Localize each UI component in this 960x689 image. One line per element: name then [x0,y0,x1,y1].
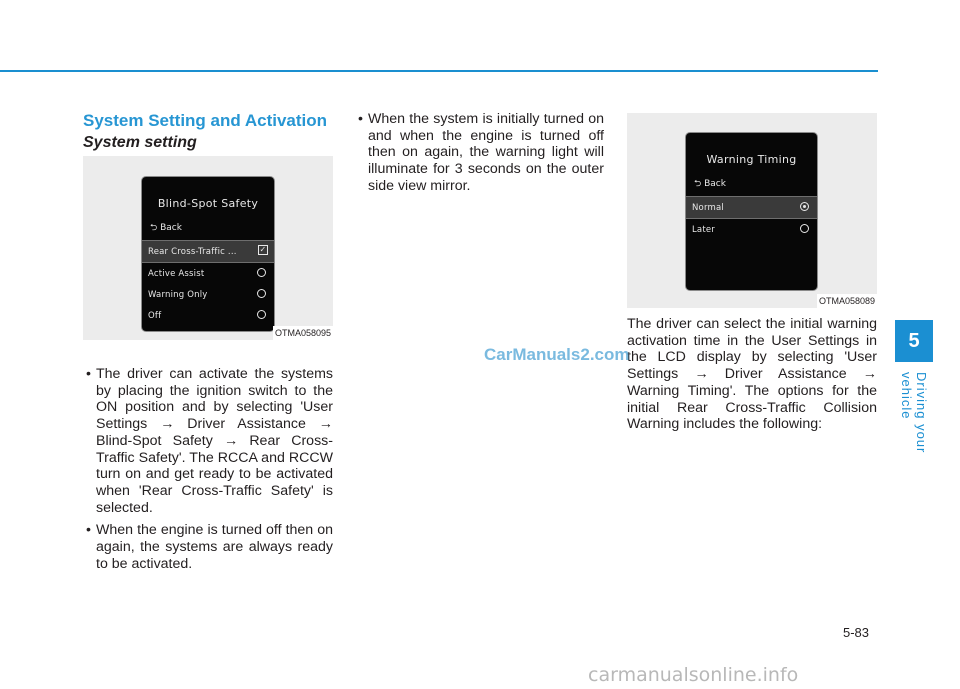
right-paragraph: The driver can select the initial warning activation time in the User Settings in the LCD display by selecting 'User Settings → Driver Assistance → Warning Timing'. The options for the initial Rear Cross-Traffic Collision Warning includes the following: [627,316,877,433]
option-active-assist [142,263,274,284]
radio-selected-icon [800,202,809,211]
back-option: ⮌ Back [150,223,182,233]
bullet-item: • The driver can activate the systems by placing the ignition switch to the ON position and by selecting 'User Settings → Driver Assistance → Blind-Spot Safety → Rear Cross-Traffic Safety'. The RCCA and RCCW turn on and get ready to be activated when 'Rear Cross-Traffic Safety' is selected. [83,366,333,516]
header-rule [0,70,878,72]
screen-title: Blind-Spot Safety [157,197,259,210]
middle-bullet [355,111,604,195]
chapter-tab[interactable]: 5 [895,320,933,362]
option-label: Off [148,311,162,321]
option-label: Active Assist [148,269,205,279]
option-rear-cross-traffic [142,241,274,263]
checkbox-checked-icon: ✓ [259,245,267,254]
bullet-item: • When the engine is turned off then on again, the systems are always ready to be activated. [83,522,333,572]
footer-watermark: carmanualsonline.info [588,664,799,686]
blind-spot-figure [83,156,333,340]
bullet-item: • When the system is initially turned on and when the engine is turned off then on again, the warning light will illuminate for 3 seconds on the outer side view mirror. [355,111,604,195]
cluster-screen [141,176,275,332]
option-later [686,219,817,240]
left-bullets [83,366,333,572]
option-label: Later [692,225,716,235]
radio-icon [257,289,266,298]
cluster-screen [685,132,818,291]
radio-icon [800,224,809,233]
screen-title: Warning Timing [706,153,797,166]
option-label: Normal [692,203,724,213]
option-label: Rear Cross-Traffic ... [148,247,237,257]
option-label: Warning Only [148,290,208,300]
radio-icon [257,268,266,277]
subtitle: System setting [83,134,197,151]
page-number: 5-83 [843,625,870,640]
option-list [686,196,817,240]
option-normal [686,197,817,219]
option-warning-only [142,284,274,305]
warning-timing-figure [627,113,877,308]
back-option: ⮌ Back [694,179,726,189]
figure-code: OTMA058089 [818,296,875,306]
option-list [142,240,274,326]
option-off [142,305,274,326]
figure-code: OTMA058095 [274,328,331,338]
watermark-link[interactable]: CarManuals2.com [484,345,630,364]
chapter-label: Driving your vehicle [899,372,929,454]
radio-icon [257,310,266,319]
section-title: System Setting and Activation [83,111,328,130]
